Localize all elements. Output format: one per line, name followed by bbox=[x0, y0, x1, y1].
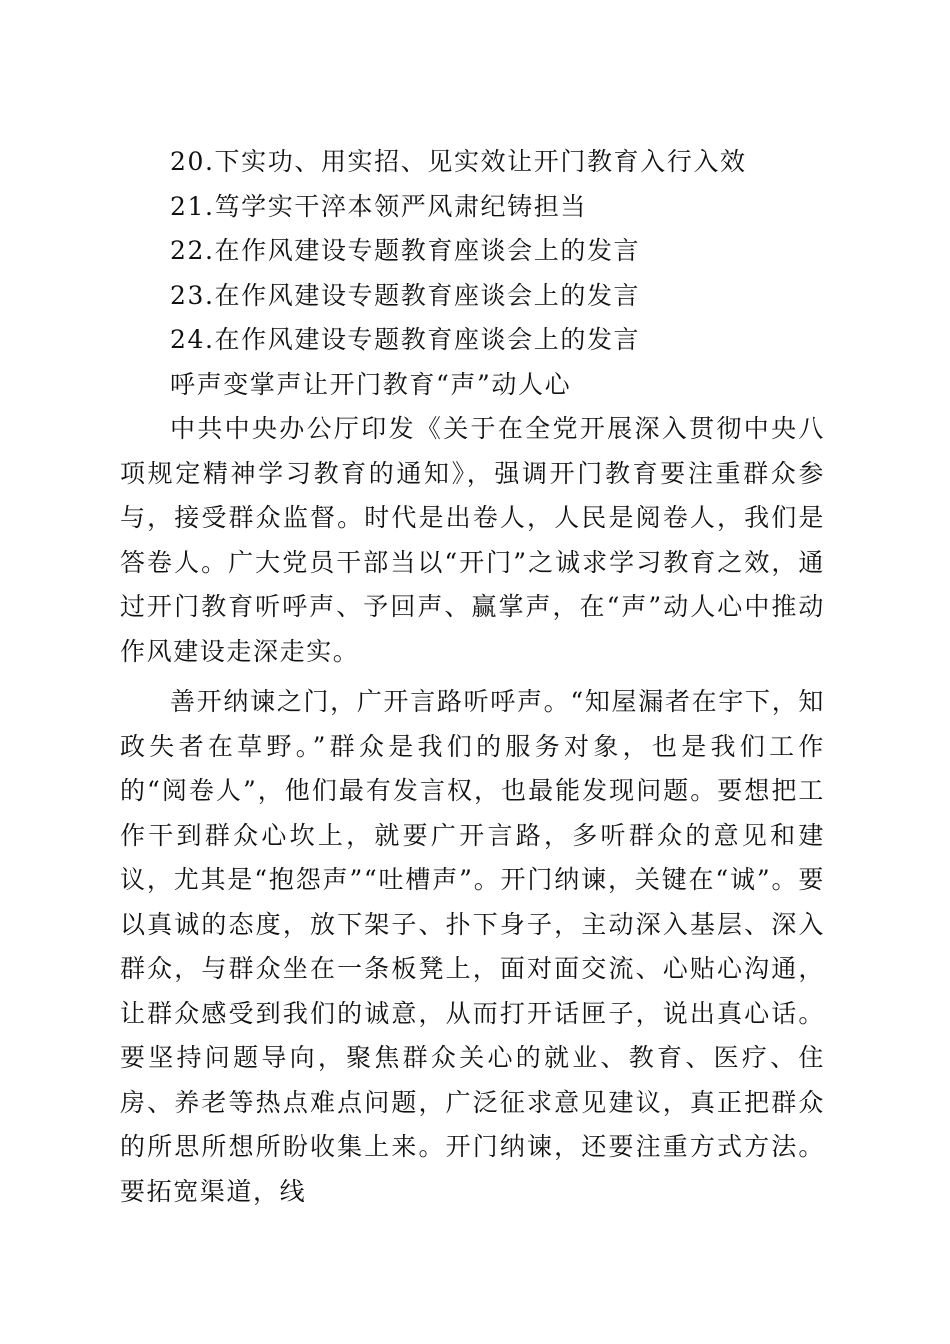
document-body bbox=[120, 140, 825, 1214]
list-item: 23.在作风建设专题教育座谈会上的发言 bbox=[170, 280, 641, 310]
list-item: 22.在作风建设专题教育座谈会上的发言 bbox=[170, 236, 641, 265]
list-item: 24.在作风建设专题教育座谈会上的发言 bbox=[170, 325, 641, 354]
list-item: 21.笃学实干淬本领严风肃纪铸担当 bbox=[170, 191, 587, 221]
article-paragraph: 善开纳谏之门，广开言路听呼声。“知屋漏者在宇下，知政失者在草野。”群众是我们的服务对象，也是我们工作的“阅卷人”，他们最有发言权，也最能发现问题。要想把工作干到群众心坎上，就要广开言路，多听群众的意见和建议，尤其是“抱怨声”“吐槽声”。开门纳谏，关键在“诚”。要以真诚的态度，放下架子、扑下身子，主动深入基层、深入群众，与群众坐在一条板凳上，面对面交流、心贴心沟通，让群众感受到我们的诚意，从而打开话匣子，说出真心话。要坚持问题导向，聚焦群众关心的就业、教育、医疗、住房、养老等热点难点问题，广泛征求意见建议，真正把群众的所思所想所盼收集上来。开门纳谏，还要注重方式方法。要拓宽渠道，线 bbox=[120, 687, 825, 1206]
article-title: 呼声变掌声让开门教育“声”动人心 bbox=[170, 369, 572, 399]
article-paragraph: 中共中央办公厅印发《关于在全党开展深入贯彻中央八项规定精神学习教育的通知》，强调开门教育要注重群众参与，接受群众监督。时代是出卷人，人民是阅卷人，我们是答卷人。广大党员干部当以“开门”之诚求学习教育之效，通过开门教育听呼声、予回声、赢掌声，在“声”动人心中推动作风建设走深走实。 bbox=[120, 414, 825, 666]
list-item: 20.下实功、用实招、见实效让开门教育入行入效 bbox=[170, 147, 747, 176]
